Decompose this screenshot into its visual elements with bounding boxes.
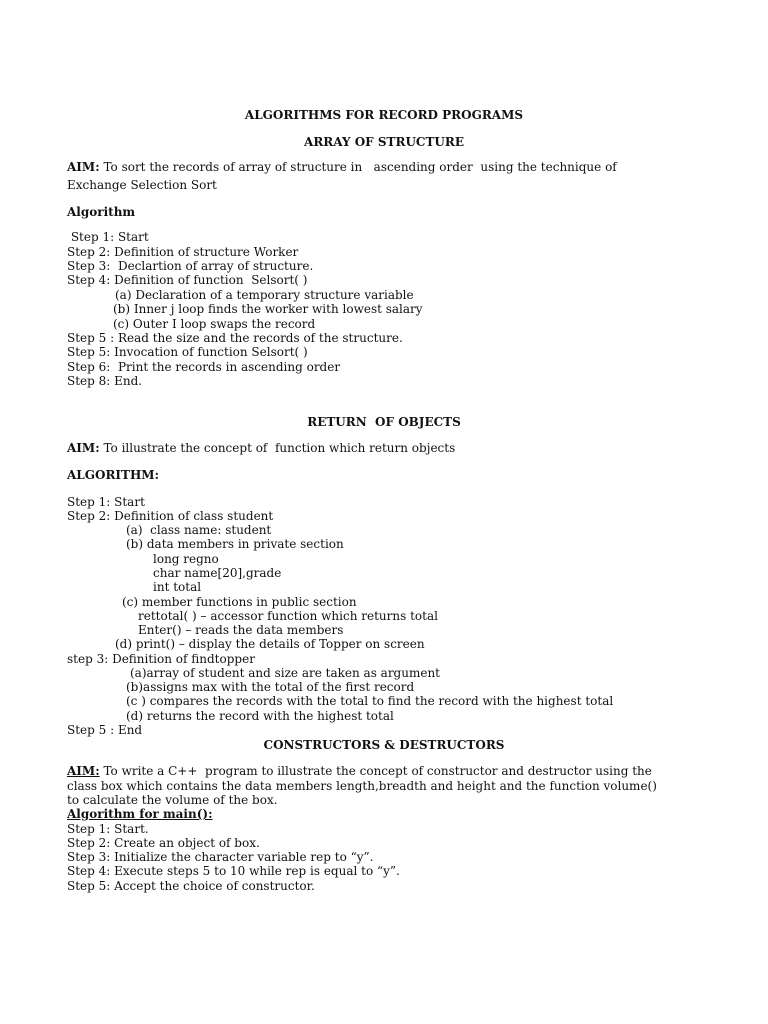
step-line: Step 3: Initialize the character variable rep to “y”. — [67, 850, 374, 864]
step-line: Step 1: Start — [67, 230, 149, 244]
aim-constructors — [67, 764, 652, 778]
aim-label: AIM: — [67, 441, 100, 455]
sub-step-line: (b) data members in private section — [126, 537, 344, 551]
algorithm-label: ALGORITHM: — [67, 468, 160, 482]
document-title: ALGORITHMS FOR RECORD PROGRAMS — [244, 108, 524, 122]
sub-step-line: (d) print() – display the details of Topper on screen — [115, 637, 425, 651]
step-line: Step 1: Start. — [67, 822, 149, 836]
sub-step-line: (c ) compares the records with the total to find the record with the highest total — [126, 694, 614, 708]
step-line: Step 5: Accept the choice of constructor. — [67, 879, 315, 893]
section-heading-constructors-destructors: CONSTRUCTORS & DESTRUCTORS — [263, 738, 505, 752]
member-line: char name[20],grade — [153, 566, 282, 580]
sub-step-line: (c) Outer I loop swaps the record — [113, 317, 316, 331]
member-line: int total — [153, 580, 202, 594]
step-line: Step 1: Start — [67, 495, 145, 509]
step-line: Step 4: Definition of function Selsort( ) — [67, 273, 308, 287]
member-line: Enter() – reads the data members — [138, 623, 344, 637]
step-line: Step 2: Definition of structure Worker — [67, 245, 299, 259]
step-line: Step 5: Invocation of function Selsort( ) — [67, 345, 308, 359]
aim-text-continued: to calculate the volume of the box. — [67, 793, 278, 807]
aim-text: To write a C++ program to illustrate the concept of constructor and destructor using the — [99, 764, 652, 778]
algorithm-label: Algorithm — [67, 205, 136, 219]
aim-label: AIM: — [67, 160, 100, 174]
step-line: Step 6: Print the records in ascending order — [67, 360, 341, 374]
step-line: Step 2: Definition of class student — [67, 509, 274, 523]
step-line: Step 4: Execute steps 5 to 10 while rep is equal to “y”. — [67, 864, 400, 878]
aim-text-continued: Exchange Selection Sort — [67, 178, 217, 192]
aim-text-continued: class box which contains the data members length,breadth and height and the function volume() — [67, 779, 657, 793]
aim-text: To sort the records of array of structure in ascending order using the technique of — [99, 160, 617, 174]
step-line: step 3: Definition of findtopper — [67, 652, 255, 666]
section-heading-array-of-structure: ARRAY OF STRUCTURE — [304, 135, 464, 149]
sub-step-line: (b) Inner j loop finds the worker with lowest salary — [113, 302, 423, 316]
step-line: Step 8: End. — [67, 374, 143, 388]
sub-step-line: (d) returns the record with the highest total — [126, 709, 394, 723]
sub-step-line: (c) member functions in public section — [122, 595, 357, 609]
algorithm-for-main-label: Algorithm for main(): — [67, 807, 213, 821]
section-heading-return-of-objects: RETURN OF OBJECTS — [307, 415, 461, 429]
aim-label: AIM: — [67, 764, 100, 778]
aim-return-of-objects — [67, 441, 455, 455]
aim-text: To illustrate the concept of function which return objects — [99, 441, 456, 455]
aim-array-of-structure — [67, 160, 617, 174]
step-line: Step 5 : End — [67, 723, 143, 737]
step-line: Step 3: Declartion of array of structure. — [67, 259, 314, 273]
member-line: long regno — [153, 552, 219, 566]
step-line: Step 2: Create an object of box. — [67, 836, 260, 850]
sub-step-line: (a)array of student and size are taken as argument — [130, 666, 441, 680]
sub-step-line: (b)assigns max with the total of the first record — [126, 680, 415, 694]
sub-step-line: (a) Declaration of a temporary structure variable — [115, 288, 414, 302]
sub-step-line: (a) class name: student — [126, 523, 272, 537]
member-line: rettotal( ) – accessor function which returns total — [138, 609, 438, 623]
step-line: Step 5 : Read the size and the records of the structure. — [67, 331, 403, 345]
